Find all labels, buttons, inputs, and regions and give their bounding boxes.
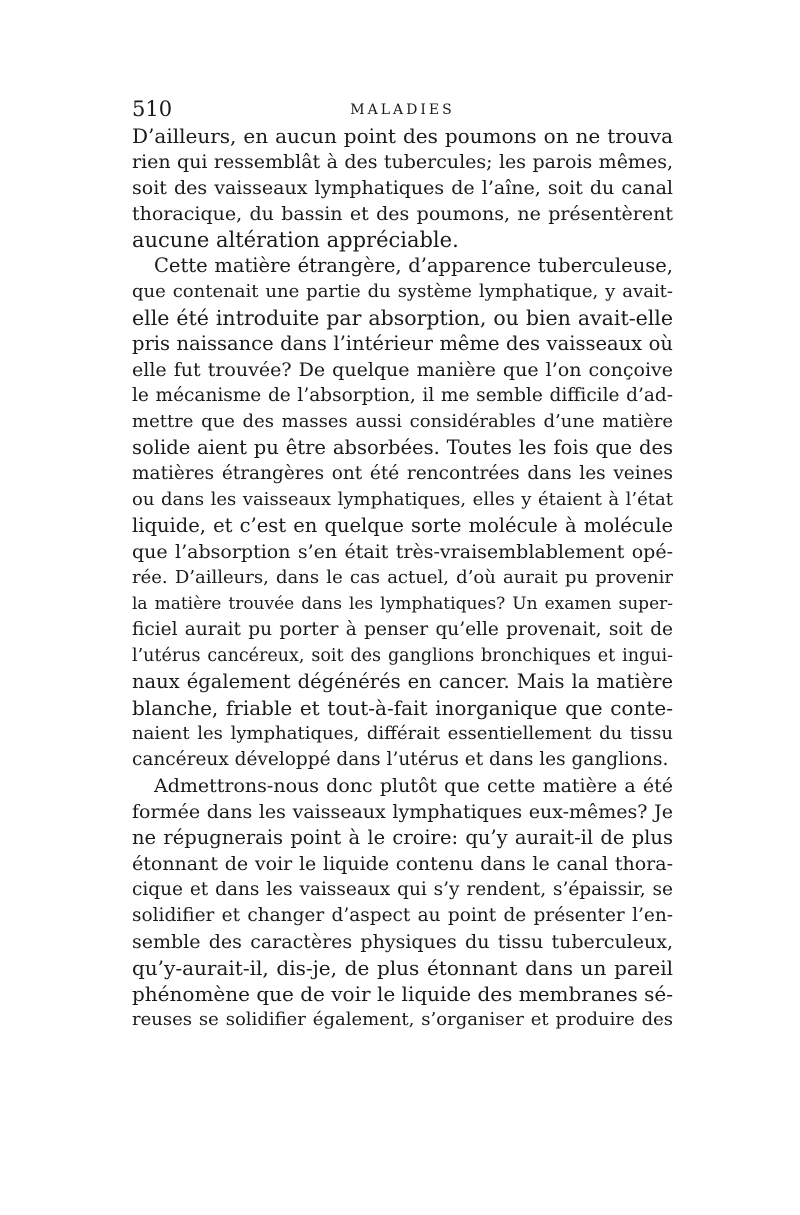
text-line: ficiel aurait pu porter à penser qu’elle provenait, soit de [132,619,673,640]
text-line: phénomène que de voir le liquide des membranes sé- [132,982,673,1006]
text-line: mettre que des masses aussi considérables d’une matière [132,411,673,432]
text-line: aucune altération appréciable. [132,228,459,252]
text-line: solidifier et changer d’aspect au point de présenter l’en- [132,905,673,926]
book-page [132,97,673,1033]
text-line: Admettrons-nous donc plutôt que cette matière a été [154,775,673,797]
text-line: naient les lymphatiques, différait essentiellement du tissu [132,723,673,744]
page-number: 510 [132,97,173,121]
text-line: thoracique, du bassin et des poumons, ne présentèrent [132,203,673,225]
text-line: que l’absorption s’en était très-vraisemblablement opé- [132,541,673,563]
text-line: cancéreux développé dans l’utérus et dans les ganglions. [132,749,669,770]
text-line: matières étrangères ont été rencontrées dans les veines [132,463,673,484]
running-head [132,97,673,123]
text-line: ne répugnerais point à le croire: qu’y aurait-il de plus [132,826,673,849]
text-line: cique et dans les vaisseaux qui s’y rendent, s’épaissir, se [132,879,673,900]
text-line: soit des vaisseaux lymphatiques de l’aîne, soit du canal [132,177,673,199]
text-line: semble des caractères physiques du tissu tuberculeux, [132,931,673,953]
text-line: elle été introduite par absorption, ou bien avait-elle [132,306,673,330]
text-line: Cette matière étrangère, d’apparence tuberculeuse, [154,254,673,277]
text-line: étonnant de voir le liquide contenu dans le canal thora- [132,853,673,875]
body-text [132,123,673,1033]
text-line: solide aient pu être absorbées. Toutes les fois que des [132,436,673,459]
paragraph [132,773,673,1033]
text-line: rien qui ressemblât à des tubercules; les parois mêmes, [132,151,673,173]
text-line: liquide, et c’est en quelque sorte molécule à molécule [132,514,673,537]
text-line: rée. D’ailleurs, dans le cas actuel, d’où aurait pu provenir [132,567,673,588]
text-line: formée dans les vaisseaux lymphatiques eux-mêmes? Je [132,801,673,823]
text-line: reuses se solidifier également, s’organiser et produire des [132,1009,673,1030]
text-line: elle fut trouvée? De quelque manière que l’on conçoive [132,359,673,381]
text-line: naux également dégénérés en cancer. Mais la matière [132,670,673,693]
paragraph [132,253,673,773]
text-line: que contenait une partie du système lymphatique, y avait- [132,281,673,302]
text-line: le mécanisme de l’absorption, il me semble difficile d’ad- [132,385,673,406]
text-line: l’utérus cancéreux, soit des ganglions bronchiques et ingui- [132,646,673,666]
paragraph [132,123,673,253]
text-line: D’ailleurs, en aucun point des poumons on ne trouva [132,124,673,148]
running-title: MALADIES [350,102,455,118]
text-line: pris naissance dans l’intérieur même des vaisseaux où [132,332,673,355]
text-line: qu’y-aurait-il, dis-je, de plus étonnant dans un pareil [132,956,673,980]
text-line: ou dans les vaisseaux lymphatiques, elles y étaient à l’état [132,489,673,510]
text-line: la matière trouvée dans les lymphatiques? Un examen super- [132,594,673,614]
text-line: blanche, friable et tout-à-fait inorganique que conte- [132,696,673,720]
